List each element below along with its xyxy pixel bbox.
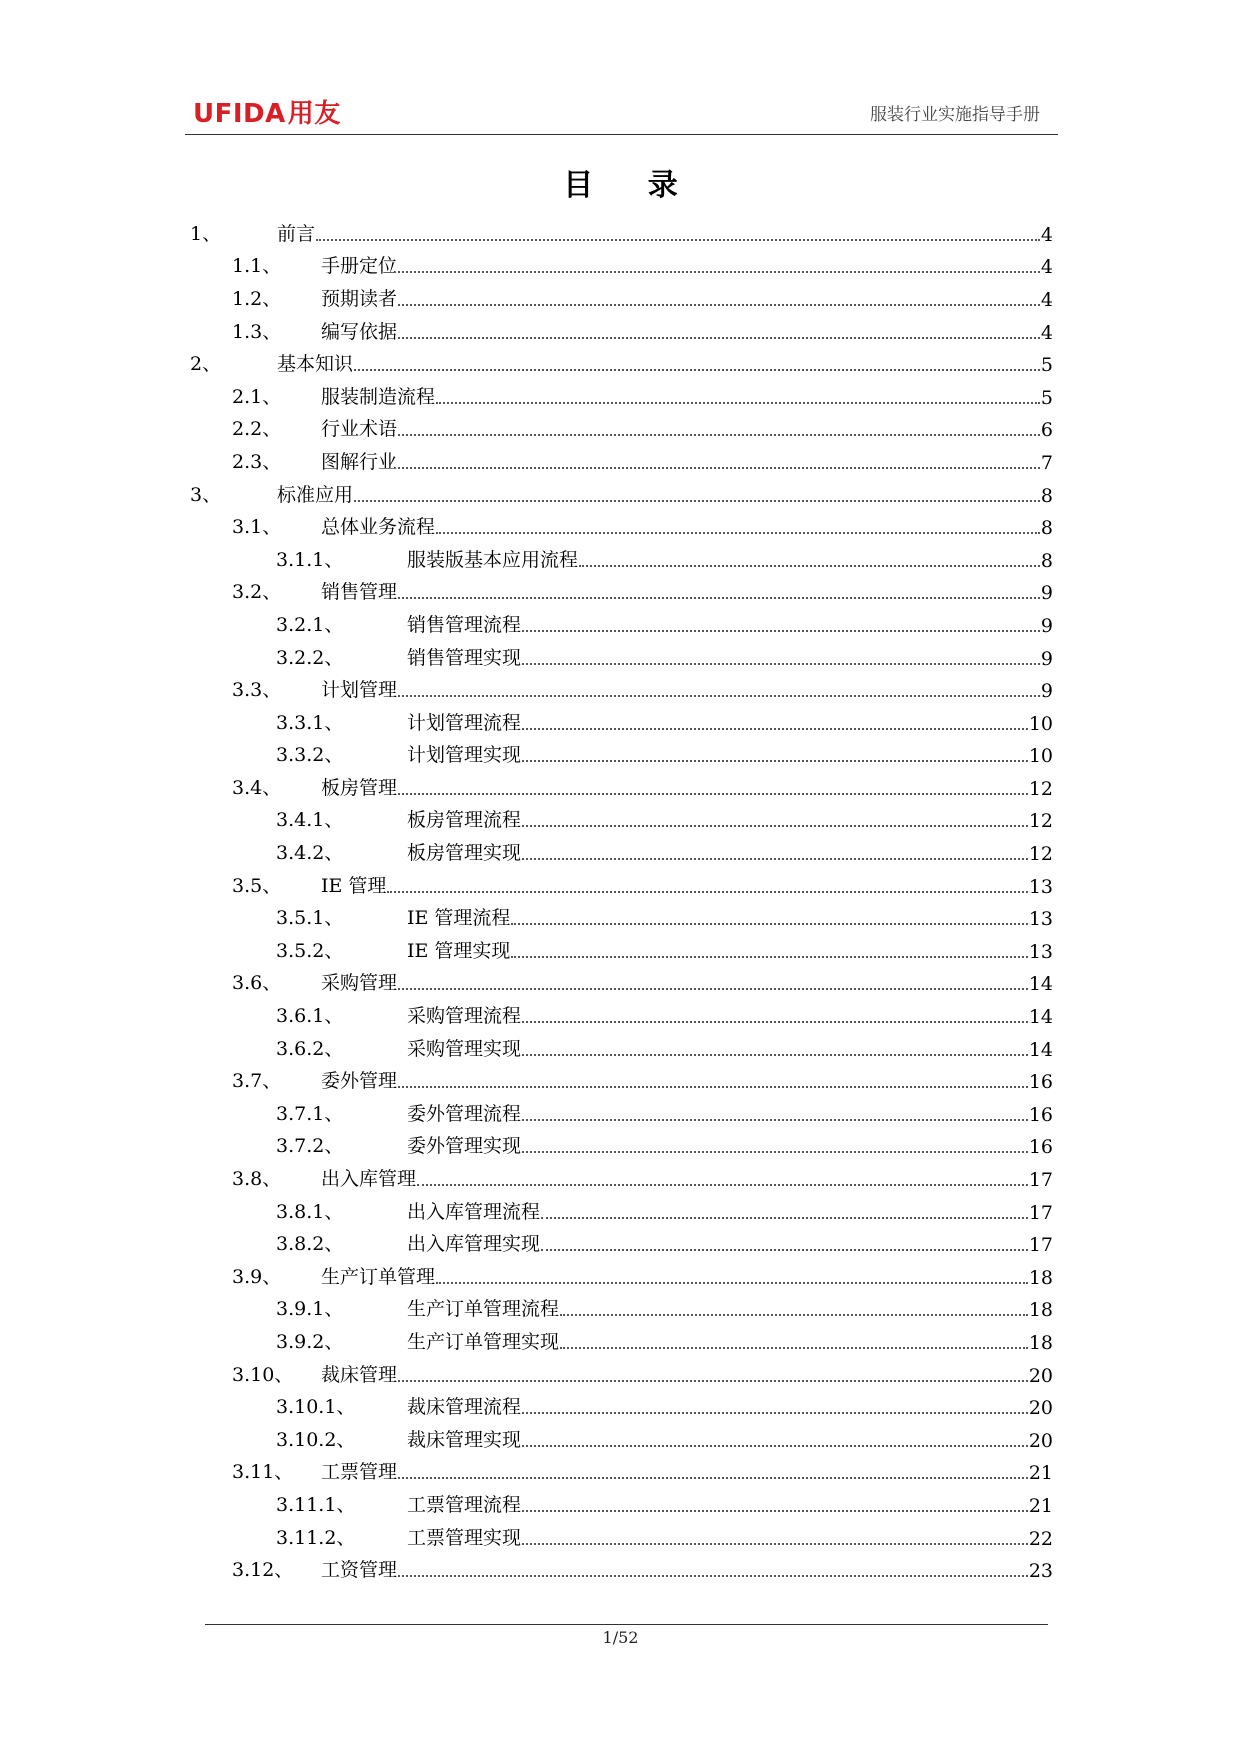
toc-entry-line: [407, 1197, 1053, 1224]
toc-entry[interactable]: [190, 705, 1053, 738]
toc-entry-line: [321, 675, 1053, 702]
toc-entry-title: IE 管理流程: [407, 907, 511, 930]
dot-leader: [560, 1314, 1028, 1316]
toc-entry-title: 工资管理: [321, 1559, 398, 1582]
toc-entry-line: [407, 708, 1053, 735]
toc-entry-number: 3、: [190, 483, 222, 506]
dot-leader: [354, 369, 1040, 371]
toc-entry-line: [407, 740, 1053, 767]
toc-entry-number: 3.3、: [232, 679, 282, 702]
toc-entry[interactable]: [190, 575, 1053, 608]
toc-entry-title: 出入库管理: [321, 1168, 417, 1191]
toc-entry-line: [321, 382, 1053, 409]
toc-entry-number: 3.9.1、: [276, 1298, 344, 1321]
toc-entry-title: 采购管理: [321, 972, 398, 995]
toc-entry-line: [321, 1360, 1053, 1387]
toc-entry-page: 5: [1040, 354, 1053, 377]
toc-entry-line: [321, 577, 1053, 604]
toc-entry-number: 3.6、: [232, 972, 282, 995]
toc-entry-line: [321, 1164, 1053, 1191]
toc-entry-number: 3.4.2、: [276, 842, 344, 865]
toc-entry-line: [321, 317, 1053, 344]
toc-entry-title: IE 管理实现: [407, 939, 511, 962]
toc-entry-line: [277, 349, 1053, 376]
toc-entry[interactable]: [190, 607, 1053, 640]
toc-entry-title: 图解行业: [321, 450, 398, 473]
dot-leader: [398, 337, 1040, 339]
toc-entry-number: 3.10.1、: [276, 1396, 356, 1419]
toc-entry-page: 8: [1040, 549, 1053, 572]
toc-entry-title: 采购管理实现: [407, 1037, 522, 1060]
toc-entry[interactable]: [190, 509, 1053, 542]
toc-entry-number: 3.8.1、: [276, 1200, 344, 1223]
toc-entry-line: [277, 480, 1053, 507]
toc-entry-page: 5: [1040, 386, 1053, 409]
dot-leader: [522, 1543, 1028, 1545]
dot-leader: [398, 271, 1040, 273]
toc-entry-title: 标准应用: [277, 483, 354, 506]
toc-entry-title: 销售管理实现: [407, 646, 522, 669]
toc-entry-line: [321, 1262, 1053, 1289]
toc-entry-page: 21: [1028, 1462, 1053, 1485]
toc-entry-number: 3.1.1、: [276, 548, 344, 571]
toc-entry-line: [407, 903, 1053, 930]
toc-entry-number: 1.2、: [232, 287, 282, 310]
toc-entry-page: 13: [1028, 875, 1053, 898]
toc-entry[interactable]: [190, 1096, 1053, 1129]
page-header: [185, 88, 1058, 136]
toc-entry-line: [407, 1327, 1053, 1354]
toc-entry-number: 3.9.2、: [276, 1330, 344, 1353]
toc-entry[interactable]: [190, 1389, 1053, 1422]
toc-entry-number: 2.2、: [232, 418, 282, 441]
toc-entry-page: 4: [1040, 223, 1053, 246]
toc-entry-title: 服装制造流程: [321, 385, 436, 408]
toc-entry-number: 3.1、: [232, 516, 282, 539]
toc-entry-number: 3.10、: [232, 1363, 294, 1386]
toc-entry-title: 裁床管理流程: [407, 1396, 522, 1419]
dot-leader: [511, 956, 1027, 958]
dot-leader: [522, 1445, 1028, 1447]
toc-entry[interactable]: [190, 1357, 1053, 1390]
toc-entry[interactable]: [190, 281, 1053, 314]
dot-leader: [522, 630, 1040, 632]
toc-entry-title: 计划管理流程: [407, 711, 522, 734]
dot-leader: [436, 402, 1040, 404]
toc-entry-title: 预期读者: [321, 287, 398, 310]
dot-leader: [522, 1510, 1028, 1512]
toc-entry-line: [321, 968, 1053, 995]
toc-entry-number: 3.8、: [232, 1168, 282, 1191]
dot-leader: [522, 663, 1040, 665]
toc-entry-line: [321, 251, 1053, 278]
toc-entry-title: 出入库管理实现: [407, 1233, 541, 1256]
dot-leader: [398, 1477, 1028, 1479]
toc-entry-line: [321, 447, 1053, 474]
toc-entry-page: 9: [1040, 647, 1053, 670]
toc-entry[interactable]: [190, 346, 1053, 379]
dot-leader: [398, 1575, 1028, 1577]
dot-leader: [398, 793, 1028, 795]
toc-entry-line: [407, 1392, 1053, 1419]
toc-entry-title: 采购管理流程: [407, 1005, 522, 1028]
toc-entry[interactable]: [190, 868, 1053, 901]
toc-entry[interactable]: [190, 835, 1053, 868]
toc-entry[interactable]: [190, 314, 1053, 347]
toc-entry-title: 计划管理实现: [407, 744, 522, 767]
toc-entry-line: [407, 1425, 1053, 1452]
toc-entry-number: 3.6.2、: [276, 1037, 344, 1060]
toc-entry-page: 16: [1028, 1071, 1053, 1094]
toc-entry[interactable]: [190, 640, 1053, 673]
dot-leader: [387, 891, 1027, 893]
toc-entry[interactable]: [190, 412, 1053, 445]
toc-entry-page: 12: [1028, 843, 1053, 866]
toc-entry-number: 3.11.2、: [276, 1526, 356, 1549]
toc-entry-page: 12: [1028, 810, 1053, 833]
toc-entry-page: 16: [1028, 1103, 1053, 1126]
toc-entry-title: 裁床管理: [321, 1363, 398, 1386]
dot-leader: [522, 825, 1028, 827]
toc-entry-page: 13: [1028, 940, 1053, 963]
toc-entry-number: 2、: [190, 353, 222, 376]
toc-entry-number: 3.11.1、: [276, 1493, 356, 1516]
toc-entry-title: 销售管理流程: [407, 613, 522, 636]
toc-heading: 目 录: [563, 168, 700, 203]
toc-entry-page: 16: [1028, 1136, 1053, 1159]
toc-entry-number: 1.1、: [232, 255, 282, 278]
toc-entry[interactable]: [190, 770, 1053, 803]
toc-entry-line: [321, 1457, 1053, 1484]
toc-entry[interactable]: [190, 1422, 1053, 1455]
toc-entry-title: 服装版基本应用流程: [407, 548, 579, 571]
header-divider: [185, 134, 1058, 135]
toc-entry-line: [407, 805, 1053, 832]
toc-entry[interactable]: [190, 998, 1053, 1031]
toc-entry-page: 8: [1040, 517, 1053, 540]
toc-entry[interactable]: [190, 1194, 1053, 1227]
dot-leader: [398, 434, 1040, 436]
toc-entry[interactable]: [190, 1161, 1053, 1194]
dot-leader: [398, 597, 1040, 599]
toc-entry-title: 编写依据: [321, 320, 398, 343]
toc-entry[interactable]: [190, 1455, 1053, 1488]
toc-entry-line: [407, 1099, 1053, 1126]
dot-leader: [354, 500, 1040, 502]
toc-entry-number: 3.2、: [232, 581, 282, 604]
toc-entry[interactable]: [190, 379, 1053, 412]
toc-entry-number: 3.2.2、: [276, 646, 344, 669]
toc-entry-line: [407, 838, 1053, 865]
dot-leader: [522, 1412, 1028, 1414]
toc-entry-title: 工票管理流程: [407, 1493, 522, 1516]
dot-leader: [511, 923, 1027, 925]
toc-entry-page: 20: [1028, 1364, 1053, 1387]
toc-entry[interactable]: [190, 1324, 1053, 1357]
dot-leader: [522, 760, 1028, 762]
toc-entry-number: 3.12、: [232, 1559, 294, 1582]
toc-entry-number: 3.10.2、: [276, 1428, 356, 1451]
dot-leader: [541, 1217, 1028, 1219]
toc-entry-number: 2.3、: [232, 450, 282, 473]
toc-entry-line: [321, 414, 1053, 441]
toc-entry[interactable]: [190, 1487, 1053, 1520]
toc-entry-page: 21: [1028, 1494, 1053, 1517]
dot-leader: [541, 1249, 1028, 1251]
toc-entry-title: 生产订单管理: [321, 1265, 436, 1288]
toc-entry-page: 20: [1028, 1397, 1053, 1420]
toc-entry[interactable]: [190, 803, 1053, 836]
toc-entry-title: 工票管理: [321, 1461, 398, 1484]
toc-entry-page: 17: [1028, 1234, 1053, 1257]
toc-entry-page: 23: [1028, 1560, 1053, 1583]
toc-entry[interactable]: [190, 477, 1053, 510]
toc-entry-number: 3.5.1、: [276, 907, 344, 930]
toc-entry-line: [407, 936, 1053, 963]
toc-entry-page: 4: [1040, 321, 1053, 344]
toc-entry-title: 计划管理: [321, 679, 398, 702]
toc-entry-page: 9: [1040, 582, 1053, 605]
toc-entry[interactable]: [190, 1129, 1053, 1162]
toc-entry-line: [407, 1490, 1053, 1517]
toc-entry-number: 1、: [190, 222, 222, 245]
dot-leader: [579, 565, 1040, 567]
toc-entry-page: 4: [1040, 288, 1053, 311]
toc-entry-page: 6: [1040, 419, 1053, 442]
toc-entry[interactable]: [190, 1520, 1053, 1553]
dot-leader: [522, 1151, 1028, 1153]
dot-leader: [436, 532, 1040, 534]
toc-entry-title: 出入库管理流程: [407, 1200, 541, 1223]
toc-entry-page: 17: [1028, 1201, 1053, 1224]
dot-leader: [398, 1086, 1028, 1088]
toc-entry-number: 3.7.2、: [276, 1135, 344, 1158]
dot-leader: [398, 1380, 1028, 1382]
toc-entry-number: 3.6.1、: [276, 1005, 344, 1028]
toc-entry[interactable]: [190, 966, 1053, 999]
dot-leader: [522, 1021, 1028, 1023]
dot-leader: [522, 728, 1028, 730]
toc-entry-page: 9: [1040, 614, 1053, 637]
dot-leader: [398, 304, 1040, 306]
toc-entry[interactable]: [190, 1226, 1053, 1259]
toc-entry-title: 前言: [277, 222, 316, 245]
toc-entry-number: 2.1、: [232, 385, 282, 408]
toc-entry-title: 总体业务流程: [321, 516, 436, 539]
toc-entry-page: 7: [1040, 451, 1053, 474]
logo-chinese-text: 用友: [287, 99, 341, 129]
toc-entry-page: 18: [1028, 1331, 1053, 1354]
toc-entry-page: 14: [1028, 973, 1053, 996]
toc-entry-number: 3.11、: [232, 1461, 294, 1484]
footer-divider: [205, 1624, 1048, 1625]
toc-entry[interactable]: [190, 249, 1053, 282]
toc-entry-line: [407, 643, 1053, 670]
toc-entry-page: 9: [1040, 680, 1053, 703]
toc-entry[interactable]: [190, 1063, 1053, 1096]
toc-entry-page: 10: [1028, 712, 1053, 735]
toc-entry-line: [321, 871, 1053, 898]
toc-entry-line: [321, 1555, 1053, 1582]
toc-entry-line: [407, 1523, 1053, 1550]
page-number: 1/52: [602, 1628, 639, 1647]
dot-leader: [417, 1184, 1028, 1186]
toc-entry-page: 14: [1028, 1006, 1053, 1029]
dot-leader: [560, 1347, 1028, 1349]
toc-entry-title: 手册定位: [321, 255, 398, 278]
toc-entry-number: 3.7.1、: [276, 1102, 344, 1125]
toc-entry-number: 1.3、: [232, 320, 282, 343]
toc-entry-page: 22: [1028, 1527, 1053, 1550]
toc-entry[interactable]: [190, 1552, 1053, 1585]
toc-entry-number: 3.3.2、: [276, 744, 344, 767]
toc-entry-title: 板房管理实现: [407, 842, 522, 865]
toc-entry-title: 板房管理: [321, 776, 398, 799]
toc-entry[interactable]: [190, 216, 1053, 249]
toc-entry-title: 委外管理实现: [407, 1135, 522, 1158]
toc-entry-page: 14: [1028, 1038, 1053, 1061]
toc-entry[interactable]: [190, 1292, 1053, 1325]
toc-entry[interactable]: [190, 933, 1053, 966]
toc-entry-line: [407, 1294, 1053, 1321]
toc-entry-number: 3.8.2、: [276, 1233, 344, 1256]
toc-entry-page: 12: [1028, 777, 1053, 800]
toc-entry-line: [407, 1229, 1053, 1256]
toc-entry-title: 工票管理实现: [407, 1526, 522, 1549]
toc-entry-title: 委外管理: [321, 1070, 398, 1093]
dot-leader: [522, 1119, 1028, 1121]
toc-entry-page: 18: [1028, 1266, 1053, 1289]
toc-entry-number: 3.5、: [232, 874, 282, 897]
toc-entry-page: 20: [1028, 1429, 1053, 1452]
dot-leader: [398, 988, 1028, 990]
toc-entry-page: 4: [1040, 256, 1053, 279]
toc-entry-page: 10: [1028, 745, 1053, 768]
toc-entry-number: 3.2.1、: [276, 613, 344, 636]
toc-entry-page: 18: [1028, 1299, 1053, 1322]
toc-entry-line: [321, 284, 1053, 311]
toc-entry-page: 13: [1028, 908, 1053, 931]
document-title: 服装行业实施指导手册: [870, 105, 1040, 125]
toc-entry-line: [407, 1131, 1053, 1158]
toc-entry-page: 17: [1028, 1169, 1053, 1192]
toc-entry-number: 3.5.2、: [276, 939, 344, 962]
toc-entry-line: [277, 219, 1053, 246]
dot-leader: [436, 1282, 1028, 1284]
toc-entry[interactable]: [190, 900, 1053, 933]
ufida-logo: [193, 93, 341, 130]
dot-leader: [316, 239, 1040, 241]
toc-entry-line: [321, 512, 1053, 539]
toc-entry-title: 裁床管理实现: [407, 1428, 522, 1451]
toc-entry[interactable]: [190, 1031, 1053, 1064]
toc-entry-number: 3.7、: [232, 1070, 282, 1093]
toc-entry-title: IE 管理: [321, 874, 387, 897]
toc-entry-line: [407, 1034, 1053, 1061]
toc-entry[interactable]: [190, 738, 1053, 771]
toc-entry-title: 销售管理: [321, 581, 398, 604]
toc-entry-title: 委外管理流程: [407, 1102, 522, 1125]
dot-leader: [522, 858, 1028, 860]
table-of-contents: [190, 216, 1053, 1585]
toc-entry[interactable]: [190, 444, 1053, 477]
dot-leader: [398, 467, 1040, 469]
toc-entry-number: 3.4.1、: [276, 809, 344, 832]
toc-entry-title: 行业术语: [321, 418, 398, 441]
toc-entry-number: 3.3.1、: [276, 711, 344, 734]
toc-entry-title: 生产订单管理实现: [407, 1330, 560, 1353]
toc-entry-line: [321, 773, 1053, 800]
toc-entry-line: [407, 1001, 1053, 1028]
logo-latin-text: UFIDA: [193, 99, 286, 129]
toc-entry-line: [321, 1066, 1053, 1093]
toc-entry-line: [407, 545, 1053, 572]
toc-entry-line: [407, 610, 1053, 637]
toc-entry-title: 板房管理流程: [407, 809, 522, 832]
toc-entry-page: 8: [1040, 484, 1053, 507]
toc-entry-number: 3.9、: [232, 1265, 282, 1288]
toc-entry-number: 3.4、: [232, 776, 282, 799]
dot-leader: [522, 1054, 1028, 1056]
toc-entry-title: 生产订单管理流程: [407, 1298, 560, 1321]
dot-leader: [398, 695, 1040, 697]
toc-entry-title: 基本知识: [277, 353, 354, 376]
toc-entry[interactable]: [190, 672, 1053, 705]
toc-entry[interactable]: [190, 542, 1053, 575]
toc-entry[interactable]: [190, 1259, 1053, 1292]
